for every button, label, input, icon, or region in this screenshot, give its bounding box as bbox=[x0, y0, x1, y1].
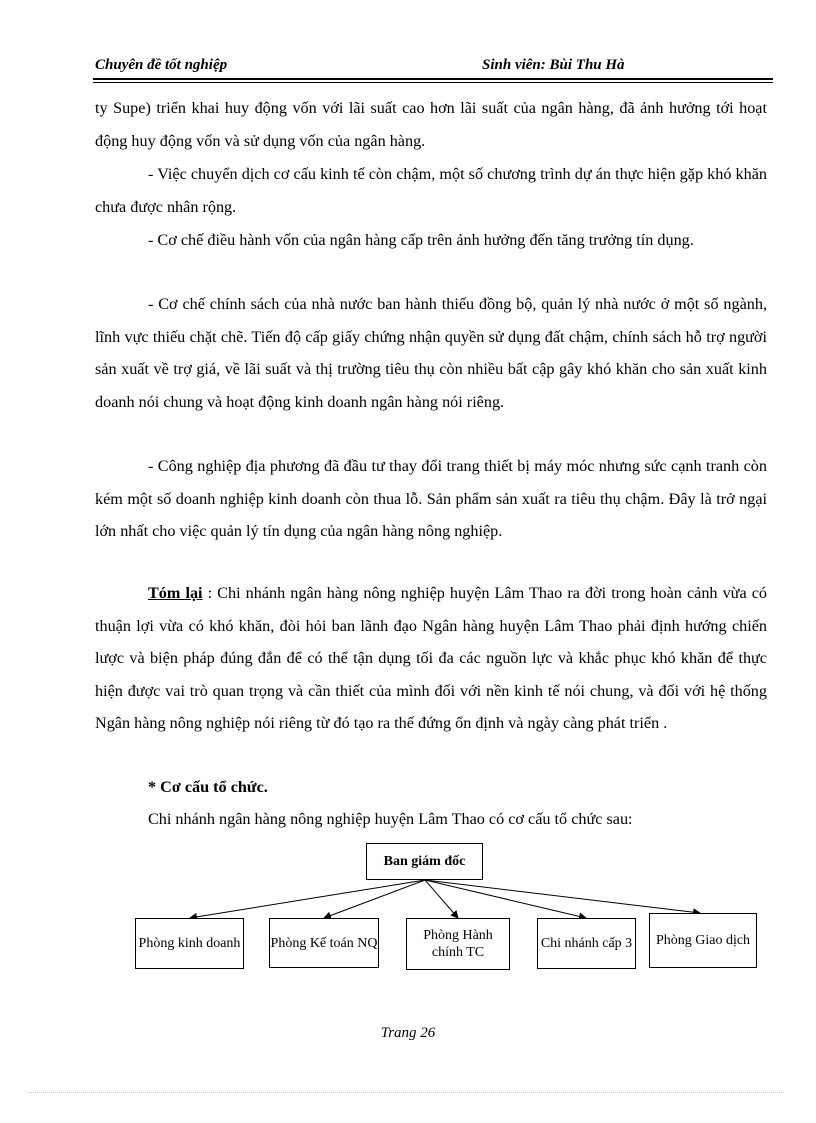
page-bottom-border bbox=[28, 1092, 784, 1093]
connector-to-giao-dich bbox=[425, 880, 700, 913]
connector-to-chi-nhanh bbox=[425, 880, 586, 918]
header-document-title: Chuyên đề tốt nghiệp bbox=[95, 57, 228, 73]
connector-to-kinh-doanh bbox=[190, 880, 425, 918]
org-box-phong-ke-toan: Phòng Kế toán NQ bbox=[269, 918, 379, 968]
section-heading: * Cơ cấu tổ chức. bbox=[148, 778, 268, 796]
paragraph-bullet-capital-management: - Cơ chế điều hành vốn của ngân hàng cấp trên ảnh hưởng đến tăng trưởng tín dụng. bbox=[148, 231, 694, 249]
org-box-chi-nhanh-cap-3: Chi nhánh cấp 3 bbox=[537, 918, 636, 969]
org-box-phong-kinh-doanh: Phòng kinh doanh bbox=[135, 918, 244, 969]
header-rule bbox=[93, 78, 773, 80]
paragraph-bullet-economic-shift: - Việc chuyển dịch cơ cấu kinh tế còn chậm, một số chương trình dự án thực hiện gặp khó khăn chưa được nhân rộng. bbox=[95, 165, 767, 216]
summary-text: : Chi nhánh ngân hàng nông nghiệp huyện Lâm Thao ra đời trong hoàn cảnh vừa có thuận lợi vừa có khó khăn, đòi hỏi ban lãnh đạo Ngân hàng huyện Lâm Thao phải định hướng chiến lược và biện pháp đúng đắn để có thể tận dụng tối đa các nguồn lực và khắc phục khó khăn để thực hiện được vai trò quan trọng và cần thiết của mình đối với nền kinh tế nói chung, và đối với hệ thống Ngân hàng nông nghiệp nói riêng từ đó tạo ra thế đứng ổn định và ngày càng phát triển . bbox=[95, 584, 767, 733]
header-student-name: Sinh viên: Bùi Thu Hà bbox=[482, 57, 625, 73]
summary-label: Tóm lại bbox=[148, 584, 203, 602]
paragraph-summary bbox=[95, 577, 767, 740]
paragraph-bullet-policy: - Cơ chế chính sách của nhà nước ban hành thiếu đồng bộ, quản lý nhà nước ở một số ngành, lĩnh vực thiếu chặt chẽ. Tiến độ cấp giấy chứng nhận quyền sử dụng đất chậm, chính sách hỗ trợ người sản xuất về trợ giá, về lãi suất và thị trường tiêu thụ còn nhiều bất cập gây khó khăn cho sản xuất kinh doanh nói chung và hoạt động kinh doanh ngân hàng nói riêng. bbox=[95, 295, 767, 411]
paragraph-continuation: ty Supe) triển khai huy động vốn với lãi suất cao hơn lãi suất của ngân hàng, đã ảnh hưởng tới hoạt động huy động vốn và sử dụng vốn của ngân hàng. bbox=[95, 99, 767, 150]
page-header bbox=[95, 57, 771, 79]
page-number: Trang 26 bbox=[380, 1025, 436, 1041]
paragraph-bullet-industry: - Công nghiệp địa phương đã đầu tư thay đổi trang thiết bị máy móc nhưng sức cạnh tranh còn kém một số doanh nghiệp kinh doanh còn thua lỗ. Sản phẩm sản xuất ra tiêu thụ chậm. Đây là trở ngại lớn nhất cho việc quản lý tín dụng của ngân hàng nông nghiệp. bbox=[95, 457, 767, 541]
header-rule-thin bbox=[93, 82, 773, 83]
org-box-phong-giao-dich: Phòng Giao dịch bbox=[649, 913, 757, 968]
connector-to-hanh-chinh bbox=[425, 880, 458, 918]
org-box-ban-giam-doc: Ban giám đốc bbox=[366, 843, 483, 880]
connector-to-ke-toan bbox=[324, 880, 425, 918]
org-chart-intro: Chi nhánh ngân hàng nông nghiệp huyện Lâm Thao có cơ cấu tổ chức sau: bbox=[148, 810, 633, 828]
org-box-phong-hanh-chinh: Phòng Hành chính TC bbox=[406, 918, 510, 970]
